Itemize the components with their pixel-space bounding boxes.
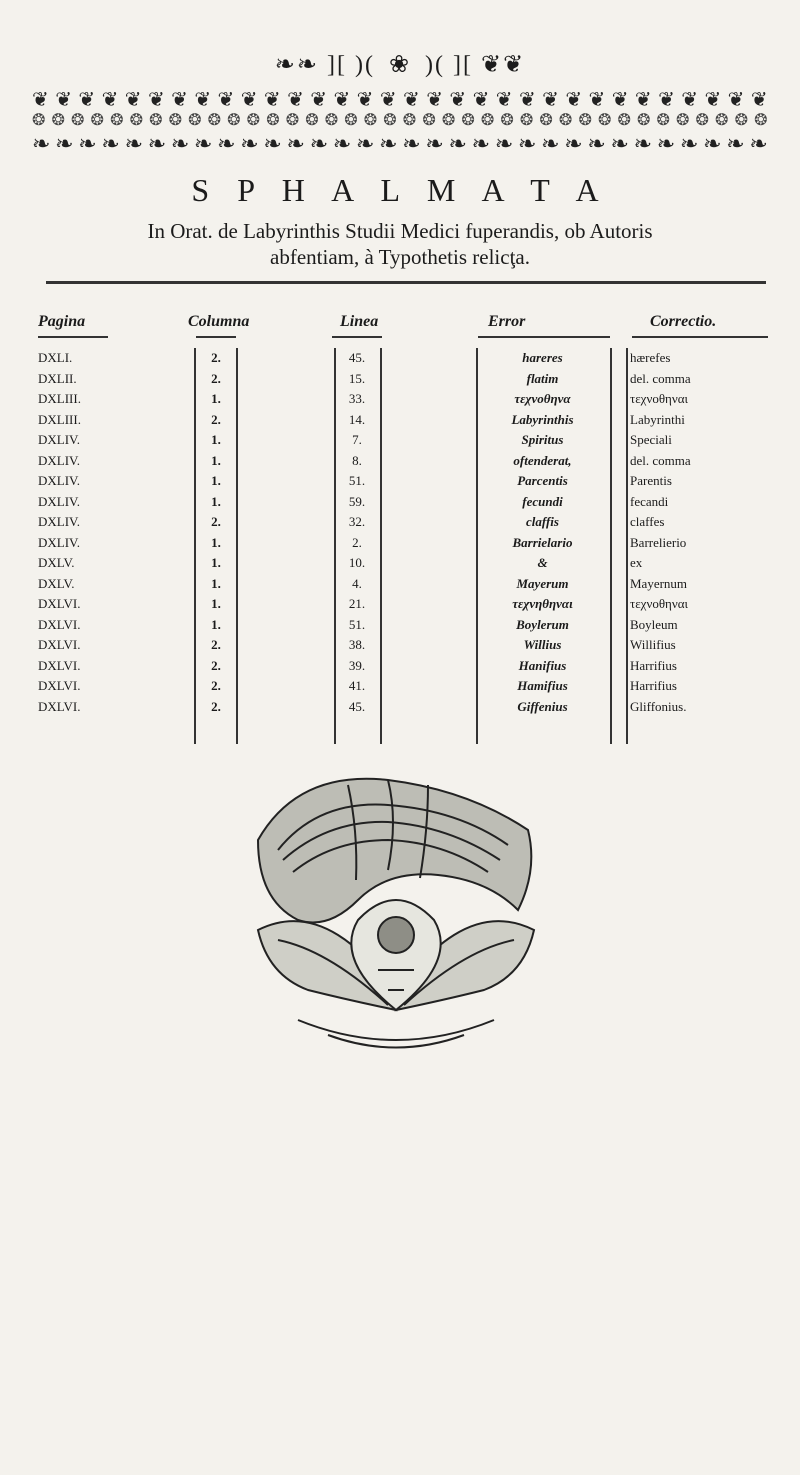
rosette-glyph: ❂	[539, 112, 553, 129]
fleuron-glyph: ❦	[55, 89, 72, 111]
column-pagina	[38, 348, 138, 717]
cell-pagina: DXLIV.	[38, 514, 81, 529]
column-linea	[332, 348, 382, 717]
fleuron-glyph: ❧	[587, 131, 606, 156]
fleuron-glyph: ❧	[193, 131, 213, 156]
fleuron-glyph: ❦	[426, 89, 443, 111]
cell-columna: 2.	[211, 678, 221, 693]
cell-linea: 2.	[352, 534, 362, 550]
header-linea: Linea	[340, 313, 379, 330]
cell-correctio: τεχνοθηναι	[630, 596, 689, 611]
header-ornament-left: ❧❧ ][ )(	[274, 52, 375, 78]
fleuron-glyph: ❧	[656, 131, 676, 156]
fleuron-glyph: ❦	[379, 89, 397, 111]
cell-error: Labyrinthis	[511, 411, 574, 427]
fleuron-glyph: ❦	[727, 89, 745, 111]
fleuron-glyph: ❦	[565, 89, 583, 111]
cell-error: Mayerum	[516, 575, 569, 591]
column-rule	[236, 348, 238, 744]
cell-columna: 2.	[211, 698, 221, 714]
cell-pagina: DXLV.	[38, 555, 75, 570]
cell-correctio: Willifius	[630, 637, 676, 652]
cell-columna: 2.	[211, 370, 221, 386]
cell-linea: 45.	[348, 698, 366, 714]
cell-correctio: Harrifius	[630, 657, 677, 673]
rosette-glyph: ❂	[480, 112, 495, 129]
cell-error: Hanifius	[518, 657, 567, 673]
fleuron-glyph: ❦	[542, 89, 559, 111]
cell-error: Spiritus	[521, 432, 564, 447]
cell-columna: 1.	[211, 493, 221, 509]
fleuron-glyph: ❧	[332, 131, 352, 156]
cell-pagina: DXLVI.	[38, 657, 81, 673]
fleuron-glyph: ❦	[495, 89, 513, 111]
fleuron-glyph: ❦	[147, 89, 165, 111]
fleuron-glyph: ❦	[518, 89, 536, 111]
cell-error: Hamifius	[517, 678, 568, 693]
cell-pagina: DXLVI.	[38, 596, 81, 611]
cell-columna: 2.	[211, 350, 221, 365]
fleuron-glyph: ❦	[611, 89, 629, 111]
title-rule	[46, 281, 766, 284]
fleuron-glyph: ❧	[610, 131, 629, 156]
rosette-glyph: ❂	[51, 112, 65, 129]
fleuron-glyph: ❧	[494, 131, 514, 156]
cell-pagina: DXLIV.	[38, 432, 81, 447]
page-title: S P H A L M A T A	[191, 172, 609, 208]
cell-correctio: Gliffonius.	[630, 698, 687, 714]
cell-correctio: Labyrinthi	[630, 411, 685, 427]
cell-linea: 39.	[348, 657, 366, 673]
cell-linea: 38.	[348, 637, 366, 652]
fleuron-glyph: ❧	[703, 131, 722, 156]
cell-linea: 33.	[348, 391, 366, 406]
fleuron-glyph: ❧	[749, 131, 768, 156]
cell-columna: 1.	[211, 391, 221, 406]
cell-error: fecundi	[522, 493, 563, 509]
page-subtitle	[40, 218, 760, 270]
header-columna: Columna	[188, 313, 250, 330]
fleuron-glyph: ❦	[32, 89, 49, 111]
cell-linea: 51.	[348, 616, 366, 632]
cell-correctio: Boyleum	[630, 616, 678, 632]
cell-correctio: Speciali	[630, 432, 672, 447]
cell-pagina: DXLIV.	[38, 452, 81, 468]
cell-columna: 2.	[211, 411, 221, 427]
header-underline-error	[478, 336, 610, 338]
cell-correctio: Harrifius	[630, 678, 677, 693]
cell-error: τεχνοθηνα	[514, 391, 571, 406]
rosette-glyph: ❂	[441, 112, 456, 129]
cell-error: Giffenius	[517, 698, 568, 714]
cell-error: &	[537, 555, 548, 570]
fleuron-glyph: ❧	[217, 131, 236, 156]
cell-correctio: del. comma	[630, 370, 691, 386]
rosette-glyph: ❂	[578, 112, 592, 129]
rosette-glyph: ❂	[110, 112, 124, 129]
cell-error: Boylerum	[516, 616, 569, 632]
fleuron-glyph: ❦	[704, 89, 722, 111]
cell-error: oftenderat,	[513, 452, 572, 468]
column-correctio	[630, 348, 800, 717]
rosette-glyph: ❂	[402, 112, 417, 129]
cell-linea: 8.	[352, 452, 362, 468]
fleuron-glyph: ❦	[333, 89, 351, 111]
cell-linea: 21.	[348, 596, 366, 611]
header-error: Error	[488, 313, 526, 330]
cell-correctio: hærefes	[630, 350, 671, 365]
fleuron-glyph: ❦	[124, 89, 142, 111]
cell-columna: 2.	[211, 657, 221, 673]
cell-columna: 2.	[211, 514, 221, 529]
ornament-band-middle	[32, 112, 768, 130]
cell-columna: 1.	[211, 432, 221, 447]
fleuron-glyph: ❧	[263, 131, 282, 156]
cell-pagina: DXLIII.	[38, 411, 81, 427]
fleuron-glyph: ❧	[240, 131, 259, 156]
header-ornament-center: ❀	[388, 52, 412, 78]
header-underline-pagina	[38, 336, 108, 338]
subtitle-line-2: abfentiam, à Typothetis relicţa.	[270, 245, 530, 269]
floral-ornament-image	[238, 760, 554, 1066]
rosette-glyph: ❂	[695, 112, 709, 129]
ornament-band-bottom	[32, 130, 768, 158]
header-underline-linea	[332, 336, 382, 338]
fleuron-glyph: ❧	[55, 131, 74, 156]
cell-linea: 10.	[348, 555, 366, 570]
cell-error: Barrielario	[512, 534, 573, 550]
fleuron-glyph: ❧	[402, 131, 421, 156]
cell-linea: 15.	[348, 370, 366, 386]
rosette-glyph: ❂	[305, 112, 319, 129]
fleuron-glyph: ❦	[217, 89, 235, 111]
rosette-glyph: ❂	[597, 112, 612, 129]
header-ornament-right: )( ][ ❦❦	[425, 52, 526, 78]
cell-pagina: DXLIV.	[38, 473, 81, 488]
subtitle-line-1: In Orat. de Labyrinthis Studii Medici fuperandis, ob Autoris	[147, 219, 653, 243]
cell-columna: 1.	[211, 473, 221, 488]
rosette-glyph: ❂	[754, 112, 768, 129]
rosette-glyph: ❂	[71, 112, 85, 129]
rosette-glyph: ❂	[461, 112, 475, 129]
fleuron-glyph: ❧	[448, 131, 467, 156]
cell-columna: 1.	[211, 575, 221, 591]
cell-pagina: DXLII.	[38, 370, 77, 386]
fleuron-glyph: ❦	[78, 89, 96, 111]
cell-columna: 2.	[211, 637, 221, 652]
cell-correctio: τεχνοθηναι	[630, 391, 689, 406]
fleuron-glyph: ❧	[170, 131, 190, 156]
fleuron-glyph: ❦	[171, 89, 188, 111]
fleuron-glyph: ❧	[541, 131, 560, 156]
fleuron-glyph: ❧	[679, 131, 699, 156]
cell-pagina: DXLIV.	[38, 493, 81, 509]
fleuron-glyph: ❦	[263, 89, 281, 111]
fleuron-glyph: ❧	[124, 131, 143, 156]
cell-correctio: Parentis	[630, 473, 672, 488]
cell-pagina: DXLIV.	[38, 534, 81, 550]
fleuron-glyph: ❦	[472, 89, 490, 111]
cell-error: Willius	[523, 637, 562, 652]
cell-linea: 59.	[348, 493, 366, 509]
fleuron-glyph: ❧	[78, 131, 97, 156]
rosette-glyph: ❂	[636, 112, 651, 129]
cell-error: Parcentis	[517, 473, 568, 488]
fleuron-glyph: ❧	[425, 131, 444, 156]
cell-linea: 14.	[348, 411, 366, 427]
cell-columna: 1.	[211, 534, 221, 550]
rosette-glyph: ❂	[715, 112, 729, 129]
rosette-glyph: ❂	[656, 112, 670, 129]
ornament-band-top	[32, 88, 768, 112]
cell-pagina: DXLVI.	[38, 698, 81, 714]
cell-correctio: Barrelierio	[630, 534, 687, 550]
cell-error: claffis	[526, 514, 559, 529]
rosette-glyph: ❂	[129, 112, 143, 129]
rosette-glyph: ❂	[676, 112, 690, 129]
fleuron-glyph: ❧	[633, 131, 653, 156]
fleuron-glyph: ❦	[634, 89, 652, 111]
fleuron-glyph: ❧	[564, 131, 583, 156]
cell-correctio: claffes	[630, 514, 665, 529]
fleuron-glyph: ❧	[517, 131, 537, 156]
fleuron-glyph: ❦	[356, 89, 374, 111]
cell-columna: 1.	[211, 616, 221, 632]
cell-error: flatim	[526, 370, 559, 386]
cell-columna: 1.	[211, 452, 221, 468]
cell-pagina: DXLVI.	[38, 616, 81, 632]
rosette-glyph: ❂	[363, 112, 378, 129]
cell-columna: 1.	[211, 555, 221, 570]
fleuron-glyph: ❧	[32, 131, 51, 156]
cell-correctio: fecandi	[630, 493, 669, 509]
cell-linea: 51.	[348, 473, 366, 488]
header-underline-correctio	[632, 336, 768, 338]
fleuron-glyph: ❦	[658, 89, 675, 111]
fleuron-glyph: ❦	[681, 89, 699, 111]
cell-columna: 1.	[211, 596, 221, 611]
cell-linea: 32.	[348, 514, 366, 529]
fleuron-glyph: ❧	[147, 131, 167, 156]
rosette-glyph: ❂	[246, 112, 261, 129]
cell-linea: 7.	[352, 432, 362, 447]
cell-pagina: DXLVI.	[38, 637, 81, 652]
cell-error: hareres	[522, 350, 563, 365]
fleuron-glyph: ❧	[726, 131, 745, 156]
fleuron-glyph: ❦	[403, 89, 420, 111]
rosette-glyph: ❂	[149, 112, 163, 129]
rosette-glyph: ❂	[500, 112, 514, 129]
fleuron-glyph: ❧	[286, 131, 305, 156]
rosette-glyph: ❂	[422, 112, 436, 129]
fleuron-glyph: ❧	[309, 131, 329, 156]
rosette-glyph: ❂	[519, 112, 534, 129]
fleuron-glyph: ❦	[240, 89, 258, 111]
rosette-glyph: ❂	[188, 112, 202, 129]
header-underline-columna	[196, 336, 236, 338]
rosette-glyph: ❂	[32, 112, 46, 129]
rosette-glyph: ❂	[168, 112, 183, 129]
rosette-glyph: ❂	[617, 112, 631, 129]
cell-linea: 45.	[348, 350, 366, 365]
rosette-glyph: ❂	[734, 112, 748, 129]
cell-error: τεχνηθηναι	[512, 596, 573, 611]
fleuron-glyph: ❧	[101, 131, 120, 156]
fleuron-glyph: ❦	[750, 89, 768, 111]
fleuron-glyph: ❦	[449, 89, 467, 111]
fleuron-glyph: ❦	[194, 89, 212, 111]
cell-pagina: DXLIII.	[38, 391, 81, 406]
column-rule	[626, 348, 628, 744]
rosette-glyph: ❂	[227, 112, 241, 129]
cell-linea: 41.	[348, 678, 366, 693]
cell-correctio: del. comma	[630, 452, 691, 468]
rosette-glyph: ❂	[207, 112, 222, 129]
fleuron-glyph: ❦	[310, 89, 328, 111]
rosette-glyph: ❂	[344, 112, 358, 129]
fleuron-glyph: ❧	[379, 131, 398, 156]
cell-linea: 4.	[352, 575, 362, 591]
column-columna	[196, 348, 236, 717]
cell-correctio: Mayernum	[630, 575, 688, 591]
rosette-glyph: ❂	[324, 112, 339, 129]
cell-correctio: ex	[630, 555, 643, 570]
cell-pagina: DXLI.	[38, 350, 73, 365]
rosette-glyph: ❂	[285, 112, 300, 129]
fleuron-glyph: ❦	[588, 89, 606, 111]
header-ornament	[0, 50, 800, 79]
header-pagina: Pagina	[38, 313, 86, 330]
cell-pagina: DXLVI.	[38, 678, 81, 693]
rosette-glyph: ❂	[266, 112, 280, 129]
header-correctio: Correctio.	[650, 313, 717, 330]
cell-pagina: DXLV.	[38, 575, 75, 591]
column-error	[470, 348, 615, 717]
fleuron-glyph: ❧	[471, 131, 491, 156]
fleuron-glyph: ❦	[287, 89, 304, 111]
rosette-glyph: ❂	[90, 112, 104, 129]
fleuron-glyph: ❦	[101, 89, 119, 111]
rosette-glyph: ❂	[383, 112, 397, 129]
fleuron-glyph: ❧	[355, 131, 375, 156]
rosette-glyph: ❂	[558, 112, 573, 129]
